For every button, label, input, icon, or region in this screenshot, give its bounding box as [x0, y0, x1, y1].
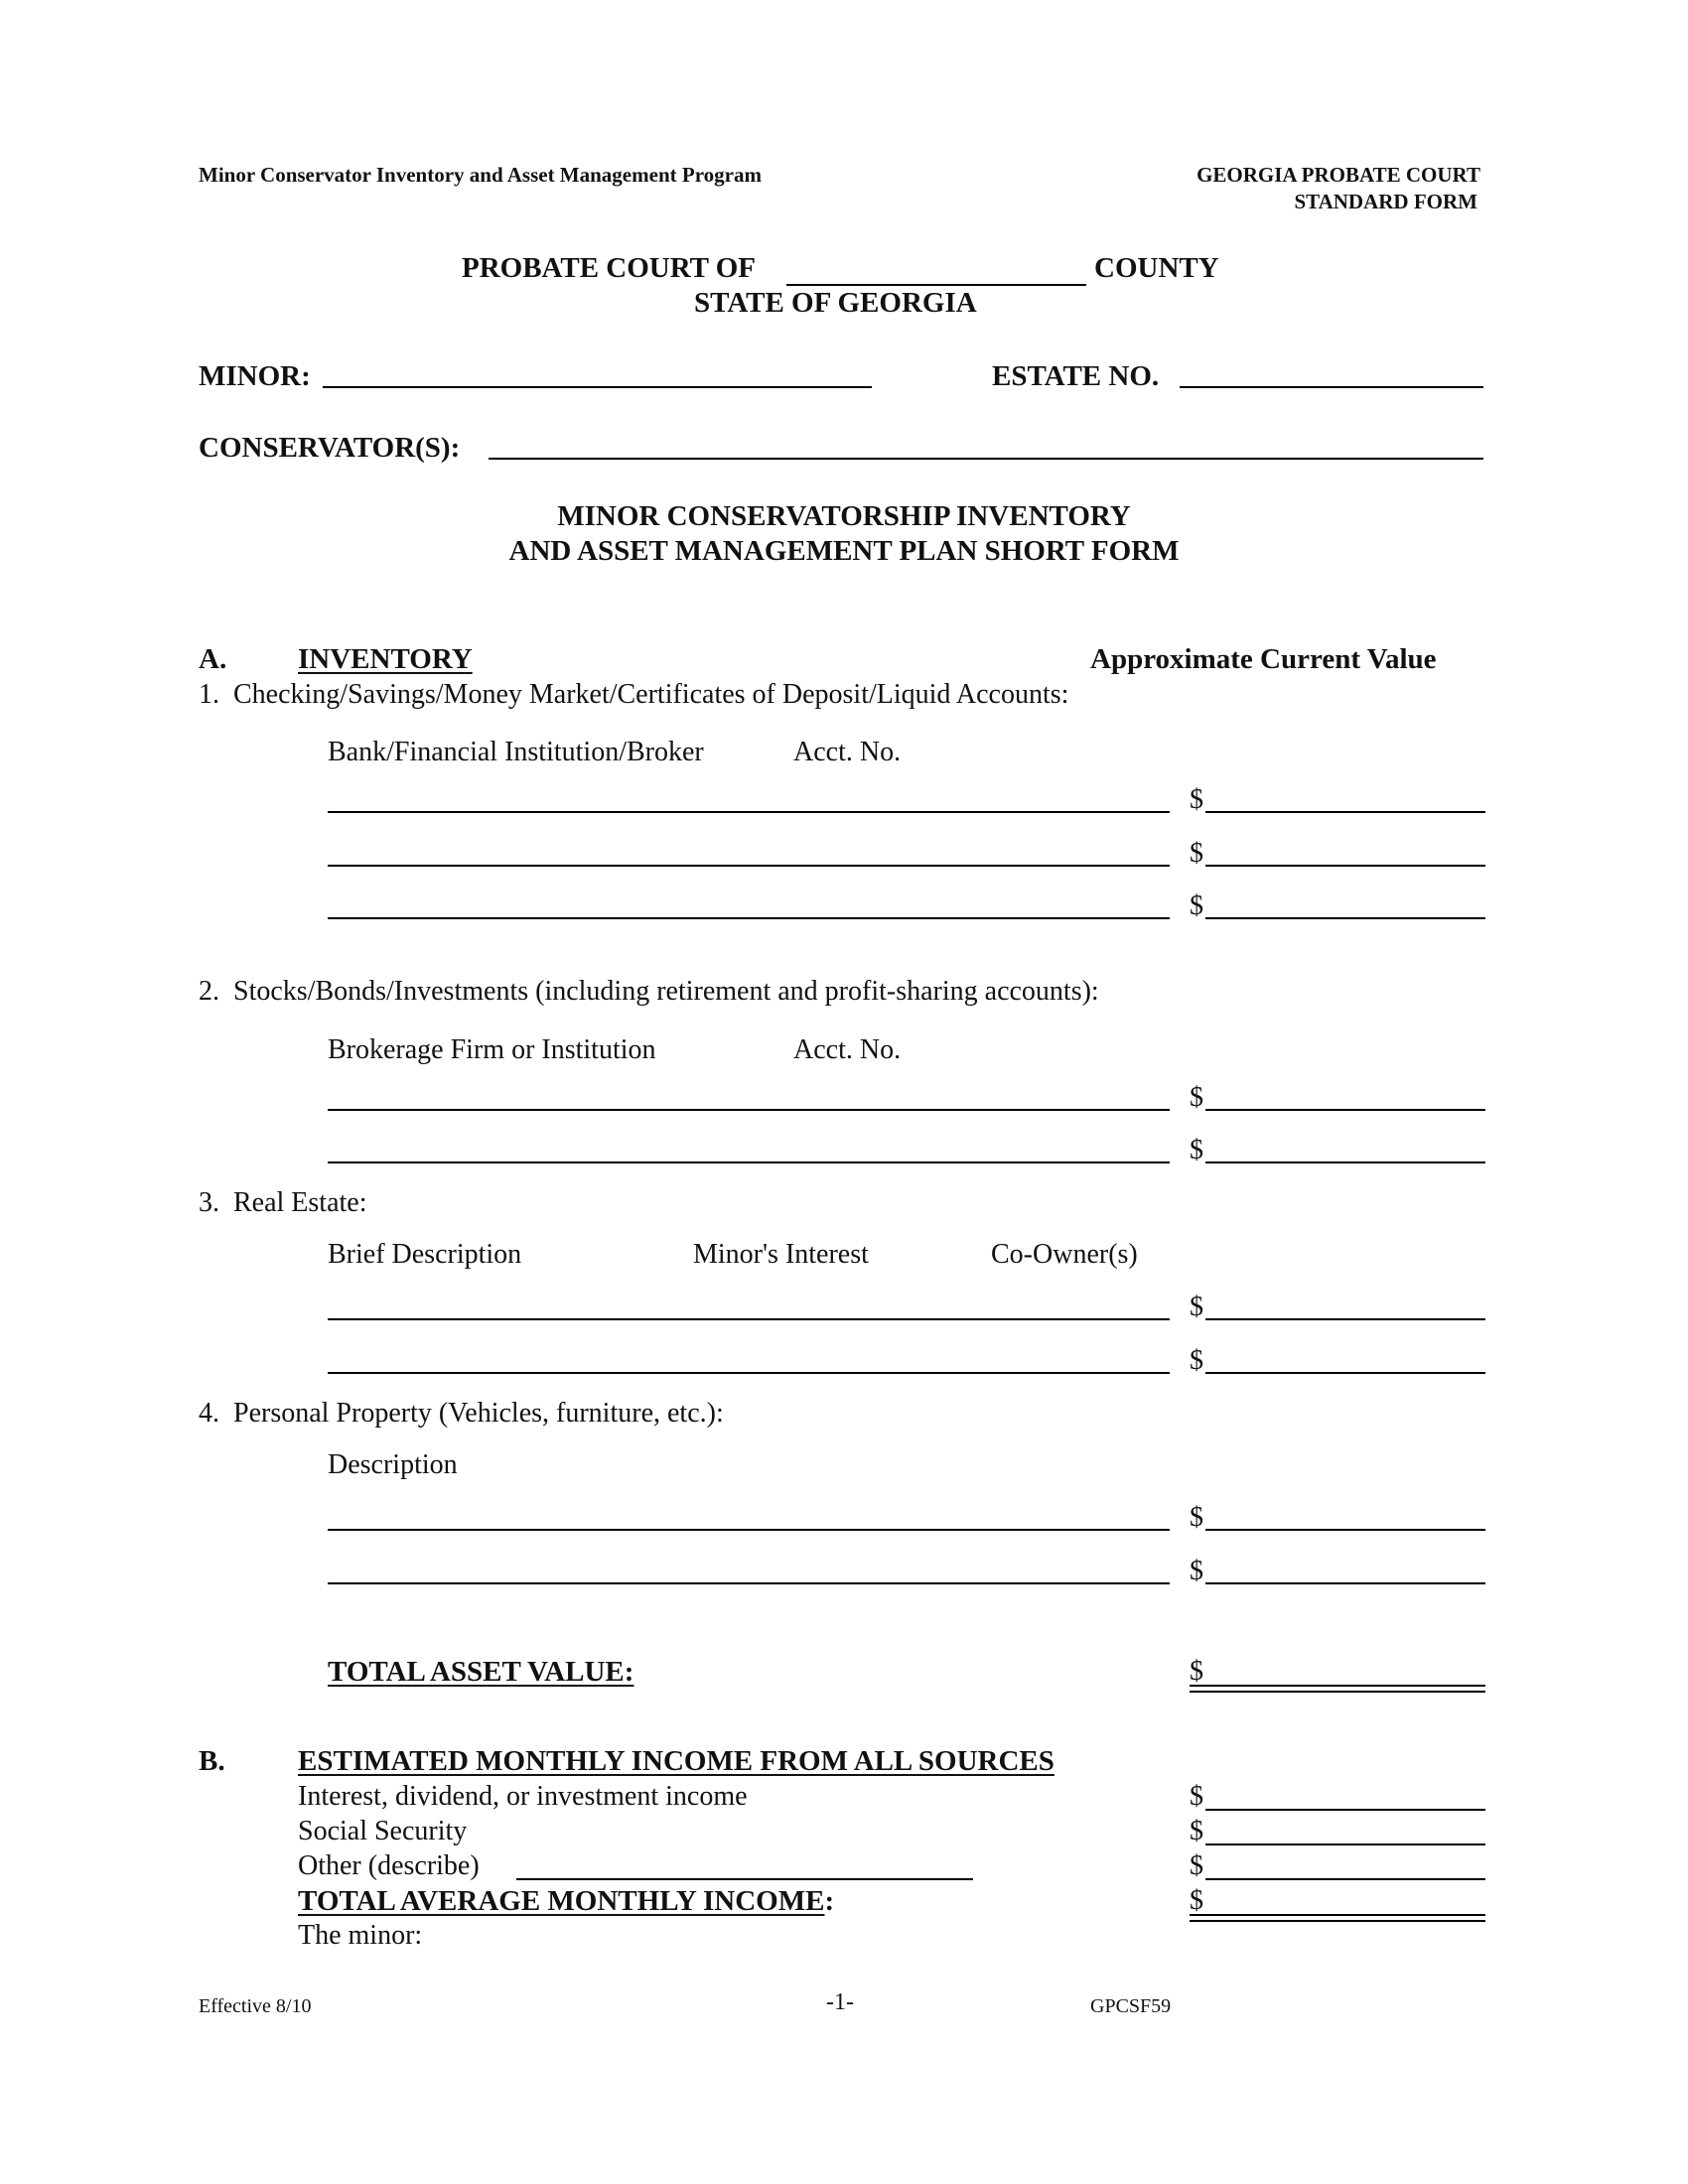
item-1-col-acct: Acct. No.: [793, 737, 902, 767]
county-label: COUNTY: [1094, 252, 1219, 284]
item-2-value-line[interactable]: [1205, 1109, 1485, 1111]
estate-no-label: ESTATE NO.: [992, 360, 1160, 392]
income-row-investment: Interest, dividend, or investment income: [298, 1781, 748, 1812]
item-1-value-line[interactable]: [1205, 811, 1485, 813]
probate-court-label: PROBATE COURT OF: [462, 252, 756, 284]
item-3-value-line[interactable]: [1205, 1372, 1485, 1374]
item-3-col-description: Brief Description: [328, 1239, 522, 1270]
section-a-title: INVENTORY: [298, 643, 473, 675]
the-minor-label: The minor:: [298, 1920, 423, 1951]
form-title-line2: AND ASSET MANAGEMENT PLAN SHORT FORM: [508, 535, 1180, 567]
estate-no-input-line[interactable]: [1180, 386, 1483, 388]
item-3-label: 3. Real Estate:: [199, 1187, 367, 1218]
total-monthly-income-line[interactable]: [1190, 1914, 1485, 1922]
footer-effective-date: Effective 8/10: [199, 1995, 312, 2017]
dollar-sign: $: [1190, 784, 1203, 815]
dollar-sign: $: [1190, 1556, 1203, 1586]
program-title: Minor Conservator Inventory and Asset Management Program: [199, 163, 762, 187]
item-4-entry-line[interactable]: [328, 1529, 1170, 1531]
income-other-value-line[interactable]: [1205, 1878, 1485, 1880]
minor-input-line[interactable]: [323, 386, 872, 388]
court-header-line2: STANDARD FORM: [1294, 190, 1477, 213]
dollar-sign: $: [1190, 1850, 1203, 1881]
item-4-label: 4. Personal Property (Vehicles, furniture, etc.):: [199, 1398, 724, 1429]
income-row-social-security: Social Security: [298, 1816, 468, 1846]
section-b-letter: B.: [199, 1745, 225, 1777]
item-4-col-description: Description: [328, 1449, 458, 1480]
value-column-header: Approximate Current Value: [1090, 643, 1437, 675]
total-asset-value-line[interactable]: [1190, 1685, 1485, 1693]
total-asset-value-label: TOTAL ASSET VALUE:: [328, 1656, 634, 1688]
dollar-sign: $: [1190, 1292, 1203, 1322]
state-label: STATE OF GEORGIA: [694, 287, 977, 319]
dollar-sign: $: [1190, 1656, 1203, 1687]
income-social-security-value-line[interactable]: [1205, 1843, 1485, 1845]
item-1-value-line[interactable]: [1205, 917, 1485, 919]
item-2-col-firm: Brokerage Firm or Institution: [328, 1034, 656, 1065]
item-2-value-line[interactable]: [1205, 1161, 1485, 1163]
dollar-sign: $: [1190, 890, 1203, 921]
conservators-input-line[interactable]: [489, 458, 1483, 460]
income-investment-value-line[interactable]: [1205, 1809, 1485, 1811]
total-monthly-income-text: TOTAL AVERAGE MONTHLY INCOME: [298, 1885, 825, 1917]
section-b-title: ESTIMATED MONTHLY INCOME FROM ALL SOURCES: [298, 1745, 1055, 1777]
item-2-entry-line[interactable]: [328, 1109, 1170, 1111]
conservators-label: CONSERVATOR(S):: [199, 432, 461, 464]
dollar-sign: $: [1190, 1082, 1203, 1113]
item-1-col-institution: Bank/Financial Institution/Broker: [328, 737, 704, 767]
form-title-line1: MINOR CONSERVATORSHIP INVENTORY: [557, 500, 1131, 532]
dollar-sign: $: [1190, 1816, 1203, 1846]
total-monthly-income-colon: :: [824, 1885, 835, 1917]
item-3-value-line[interactable]: [1205, 1318, 1485, 1320]
total-monthly-income-label: [298, 1885, 834, 1918]
item-3-entry-line[interactable]: [328, 1372, 1170, 1374]
item-4-value-line[interactable]: [1205, 1529, 1485, 1531]
dollar-sign: $: [1190, 838, 1203, 869]
item-3-entry-line[interactable]: [328, 1318, 1170, 1320]
item-1-entry-line[interactable]: [328, 917, 1170, 919]
section-a-letter: A.: [199, 643, 227, 675]
item-4-entry-line[interactable]: [328, 1582, 1170, 1584]
dollar-sign: $: [1190, 1135, 1203, 1165]
dollar-sign: $: [1190, 1885, 1203, 1916]
item-3-col-interest: Minor's Interest: [693, 1239, 869, 1270]
item-1-entry-line[interactable]: [328, 811, 1170, 813]
minor-label: MINOR:: [199, 360, 311, 392]
dollar-sign: $: [1190, 1345, 1203, 1376]
item-2-col-acct: Acct. No.: [793, 1034, 902, 1065]
footer-form-id: GPCSF59: [1090, 1995, 1172, 2017]
income-row-other: Other (describe): [298, 1850, 480, 1881]
item-3-col-coowners: Co-Owner(s): [991, 1239, 1138, 1270]
dollar-sign: $: [1190, 1502, 1203, 1533]
item-1-label: 1. Checking/Savings/Money Market/Certificates of Deposit/Liquid Accounts:: [199, 679, 1069, 710]
footer-page-number: -1-: [826, 1989, 854, 2015]
court-header-line1: GEORGIA PROBATE COURT: [1196, 163, 1480, 187]
item-2-entry-line[interactable]: [328, 1161, 1170, 1163]
item-1-value-line[interactable]: [1205, 865, 1485, 867]
dollar-sign: $: [1190, 1781, 1203, 1812]
item-1-entry-line[interactable]: [328, 865, 1170, 867]
item-4-value-line[interactable]: [1205, 1582, 1485, 1584]
county-input-line[interactable]: [786, 284, 1086, 286]
item-2-label: 2. Stocks/Bonds/Investments (including retirement and profit-sharing accounts):: [199, 976, 1099, 1007]
income-other-describe-line[interactable]: [516, 1878, 973, 1880]
